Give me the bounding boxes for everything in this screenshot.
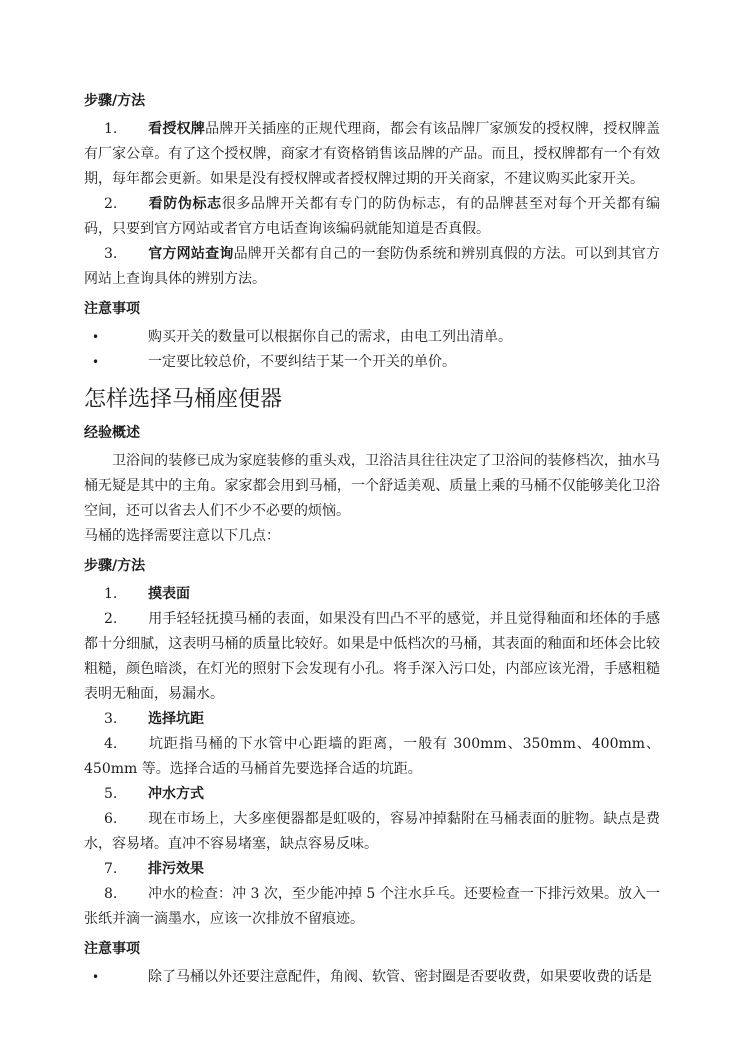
step-number: 5. [104,786,118,802]
step-item [84,807,660,857]
step-text: 用手轻轻抚摸马桶的表面，如果没有凹凸不平的感觉，并且觉得釉面和坯体的手感都十分细腻，这表明马桶的质量比较好。如果是中低档次的马桶，其表面的釉面和坯体会比较粗糙，颜色暗淡，在灯光的照射下会发现有小孔。将手深入污口处，内部应该光滑，手感粗糙表明无釉面，易漏水。 [84,611,660,702]
step-item [84,242,660,292]
step-title: 官方网站查询 [148,246,234,262]
step-title: 摸表面 [148,586,190,602]
step-number: 2. [104,196,118,212]
step-item [84,882,660,932]
note-text: 除了马桶以外还要注意配件，角阀、软管、密封圈是否要收费，如果要收费的话是 [148,969,652,985]
step-number: 3. [104,711,118,727]
step-title: 排污效果 [148,861,204,877]
section1-steps-heading: 步骤/方法 [84,93,146,109]
note-item [84,965,660,990]
section2-notes-list [84,965,660,990]
note-text: 一定要比较总价，不要纠结于某一个开关的单价。 [148,354,456,370]
section2-steps-list [84,582,660,932]
bullet-icon: • [92,970,100,984]
step-number: 4. [104,736,118,752]
section2-notes-heading: 注意事项 [84,941,140,957]
step-item [84,782,660,807]
step-number: 8. [104,886,118,902]
step-number: 6. [104,811,118,827]
overview-paragraph: 卫浴间的装修已成为家庭装修的重头戏，卫浴洁具往往决定了卫浴间的装修档次，抽水马桶无疑是其中的主角。家家都会用到马桶，一个舒适美观、质量上乘的马桶不仅能够美化卫浴空间，还可以省去人们不少不必要的烦恼。 [84,453,660,519]
section2-steps-heading: 步骤/方法 [84,558,146,574]
step-text: 冲水的检查：冲 3 次，至少能冲掉 5 个注水乒乓。还要检查一下排污效果。放入一张纸并滴一滴墨水，应该一次排放不留痕迹。 [84,886,660,927]
step-number: 1. [104,121,118,137]
step-item [84,117,660,192]
note-item [84,325,660,350]
bullet-icon: • [92,355,100,369]
section1-steps-list [84,117,660,292]
step-text: 现在市场上，大多座便器都是虹吸的，容易冲掉黏附在马桶表面的脏物。缺点是费水，容易堵。直冲不容易堵塞，缺点容易反味。 [84,811,660,852]
step-number: 3. [104,246,118,262]
overview-note: 马桶的选择需要注意以下几点： [84,528,280,544]
step-item [84,857,660,882]
overview-heading: 经验概述 [84,425,140,441]
step-text: 品牌开关都有自己的一套防伪系统和辨别真假的方法。可以到其官方网站上查询具体的辨别方法。 [84,246,661,287]
step-title: 选择坑距 [148,711,204,727]
step-title: 看授权牌 [148,121,206,137]
step-number: 7. [104,861,118,877]
step-item [84,707,660,732]
step-text: 很多品牌开关都有专门的防伪标志，有的品牌甚至对每个开关都有编码，只要到官方网站或者官方电话查询该编码就能知道是否真假。 [84,196,661,237]
step-text: 品牌开关插座的正规代理商，都会有该品牌厂家颁发的授权牌，授权牌盖有厂家公章。有了这个授权牌，商家才有资格销售该品牌的产品。而且，授权牌都有一个有效期，每年都会更新。如果是没有授权牌或者授权牌过期的开关商家，不建议购买此家开关。 [84,121,661,187]
step-text: 坑距指马桶的下水管中心距墙的距离，一般有 300mm、350mm、400mm、450mm 等。选择合适的马桶首先要选择合适的坑距。 [84,736,660,777]
bullet-icon: • [92,330,100,344]
step-title: 冲水方式 [148,786,204,802]
step-item [84,607,660,707]
step-item [84,732,660,782]
section1-notes-heading: 注意事项 [84,301,140,317]
step-item [84,582,660,607]
step-title: 看防伪标志 [148,196,222,212]
step-number: 2. [104,611,118,627]
step-item [84,192,660,242]
note-text: 购买开关的数量可以根据你自己的需求，由电工列出清单。 [148,329,512,345]
section1-notes-list [84,325,660,375]
article-title: 怎样选择马桶座便器 [84,387,283,412]
step-number: 1. [104,586,118,602]
note-item [84,350,660,375]
